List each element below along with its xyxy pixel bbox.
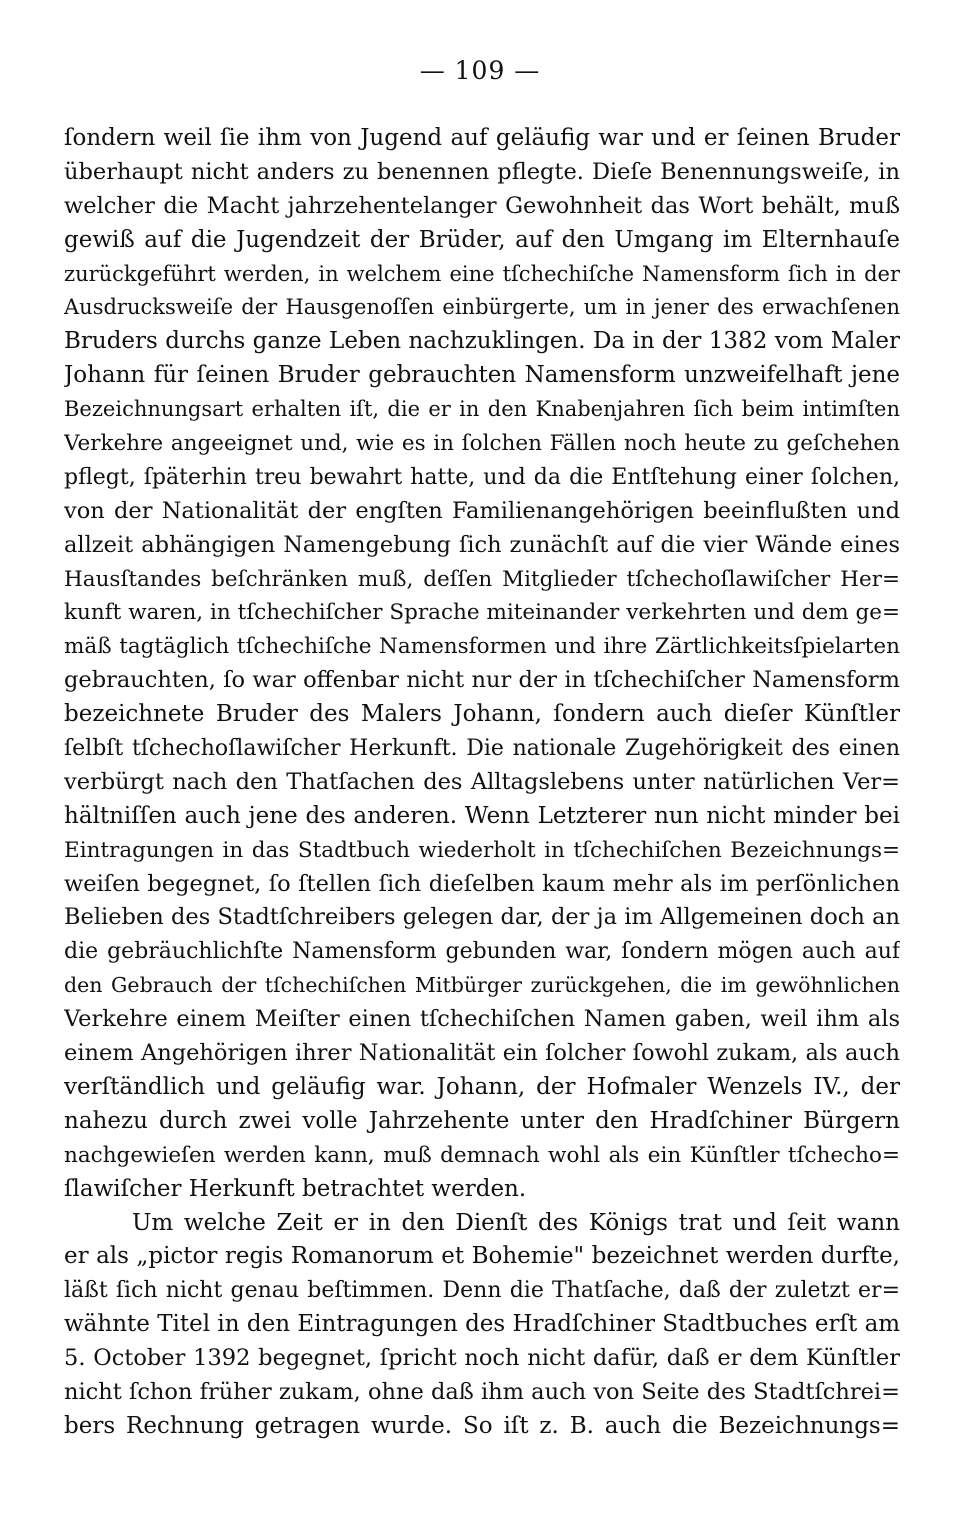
text-line: läßt ſich nicht genau beſtimmen. Denn die Thatſache, daß der zuletzt er= — [64, 1278, 900, 1304]
text-line: Johann für ſeinen Bruder gebrauchten Namensform unzweifelhaft jene — [64, 362, 900, 389]
text-line: die gebräuchlichſte Namensform gebunden war, ſondern mögen auch auf — [64, 939, 900, 965]
page-number: — 109 — — [419, 56, 541, 85]
text-line: er als „pictor regis Romanorum et Bohemie" bezeichnet werden durfte, — [64, 1243, 900, 1270]
text-line: kunft waren, in tſchechiſcher Sprache miteinander verkehrten und dem ge= — [64, 600, 900, 626]
text-line: Verkehre einem Meiſter einen tſchechiſchen Namen gaben, weil ihm als — [64, 1006, 900, 1033]
text-line: 5. October 1392 begegnet, ſpricht noch nicht dafür, daß er dem Künſtler — [64, 1345, 900, 1372]
text-line: verſtändlich und geläufig war. Johann, der Hofmaler Wenzels IV., der — [64, 1073, 900, 1100]
text-line: pflegt, ſpäterhin treu bewahrt hatte, und da die Entſtehung einer ſolchen, — [64, 464, 900, 490]
text-line: weiſen begegnet, ſo ſtellen ſich dieſelben kaum mehr als im perſönlichen — [64, 870, 900, 897]
text-line: ſelbſt tſchechoſlawiſcher Herkunft. Die nationale Zugehörigkeit des einen — [64, 736, 900, 762]
text-line: bezeichnete Bruder des Malers Johann, ſondern auch dieſer Künſtler — [64, 701, 900, 728]
text-line: ſondern weil ſie ihm von Jugend auf geläufig war und er ſeinen Bruder — [64, 125, 900, 151]
text-line: gebrauchten, ſo war offenbar nicht nur der in tſchechiſcher Namensform — [64, 667, 900, 694]
text-line: Hausſtandes beſchränken muß, deſſen Mitglieder tſchechoſlawiſcher Her= — [64, 566, 900, 592]
text-line: Eintragungen in das Stadtbuch wiederholt in tſchechiſchen Bezeichnungs= — [64, 837, 900, 863]
text-line: Bruders durchs ganze Leben nachzuklingen. Da in der 1382 vom Maler — [64, 328, 900, 355]
text-line: bers Rechnung getragen wurde. So iſt z. B. auch die Bezeichnungs= — [64, 1412, 900, 1439]
text-line: Bezeichnungsart erhalten iſt, die er in den Knabenjahren ſich beim intimſten — [64, 397, 900, 422]
text-line: ſlawiſcher Herkunft betrachtet werden. — [64, 1175, 527, 1202]
text-line: welcher die Macht jahrzehentelanger Gewohnheit das Wort behält, muß — [64, 192, 900, 219]
text-line: einem Angehörigen ihrer Nationalität ein ſolcher ſowohl zukam, als auch — [64, 1040, 900, 1067]
text-line: allzeit abhängigen Namengebung ſich zunächſt auf die vier Wände eines — [64, 531, 900, 558]
text-line: Ausdrucksweiſe der Hausgenoſſen einbürgerte, um in jener des erwachſenen — [64, 295, 900, 320]
body-text — [64, 122, 900, 1444]
text-line: nicht ſchon früher zukam, ohne daß ihm auch von Seite des Stadtſchrei= — [64, 1378, 900, 1405]
text-line: überhaupt nicht anders zu benennen pflegte. Dieſe Benennungsweiſe, in — [64, 158, 900, 185]
text-line: hältniſſen auch jene des anderen. Wenn Letzterer nun nicht minder bei — [64, 802, 900, 829]
text-line: von der Nationalität der engſten Familienangehörigen beeinflußten und — [64, 497, 900, 524]
text-line: wähnte Titel in den Eintragungen des Hradſchiner Stadtbuches erſt am — [64, 1311, 900, 1338]
text-line: mäß tagtäglich tſchechiſche Namensformen und ihre Zärtlichkeitsſpielarten — [64, 634, 900, 660]
text-line: gewiß auf die Jugendzeit der Brüder, auf den Umgang im Elternhauſe — [64, 226, 900, 253]
text-line: zurückgeführt werden, in welchem eine tſchechiſche Namensform ſich in der — [64, 261, 900, 286]
text-line: Belieben des Stadtſchreibers gelegen dar, der ja im Allgemeinen doch an — [64, 904, 900, 931]
text-line: nahezu durch zwei volle Jahrzehente unter den Hradſchiner Bürgern — [64, 1107, 900, 1134]
paragraph — [64, 122, 900, 1207]
text-line: Verkehre angeeignet und, wie es in ſolchen Fällen noch heute zu geſchehen — [64, 431, 900, 457]
text-line: Um welche Zeit er in den Dienſt des Königs trat und ſeit wann — [132, 1209, 900, 1236]
text-line: den Gebrauch der tſchechiſchen Mitbürger zurückgehen, die im gewöhnlichen — [64, 973, 900, 998]
text-line: verbürgt nach den Thatſachen des Alltagslebens unter natürlichen Ver= — [64, 768, 900, 795]
text-line: nachgewieſen werden kann, muß demnach wohl als ein Künſtler tſchecho= — [64, 1142, 900, 1168]
paragraph — [64, 1207, 900, 1444]
